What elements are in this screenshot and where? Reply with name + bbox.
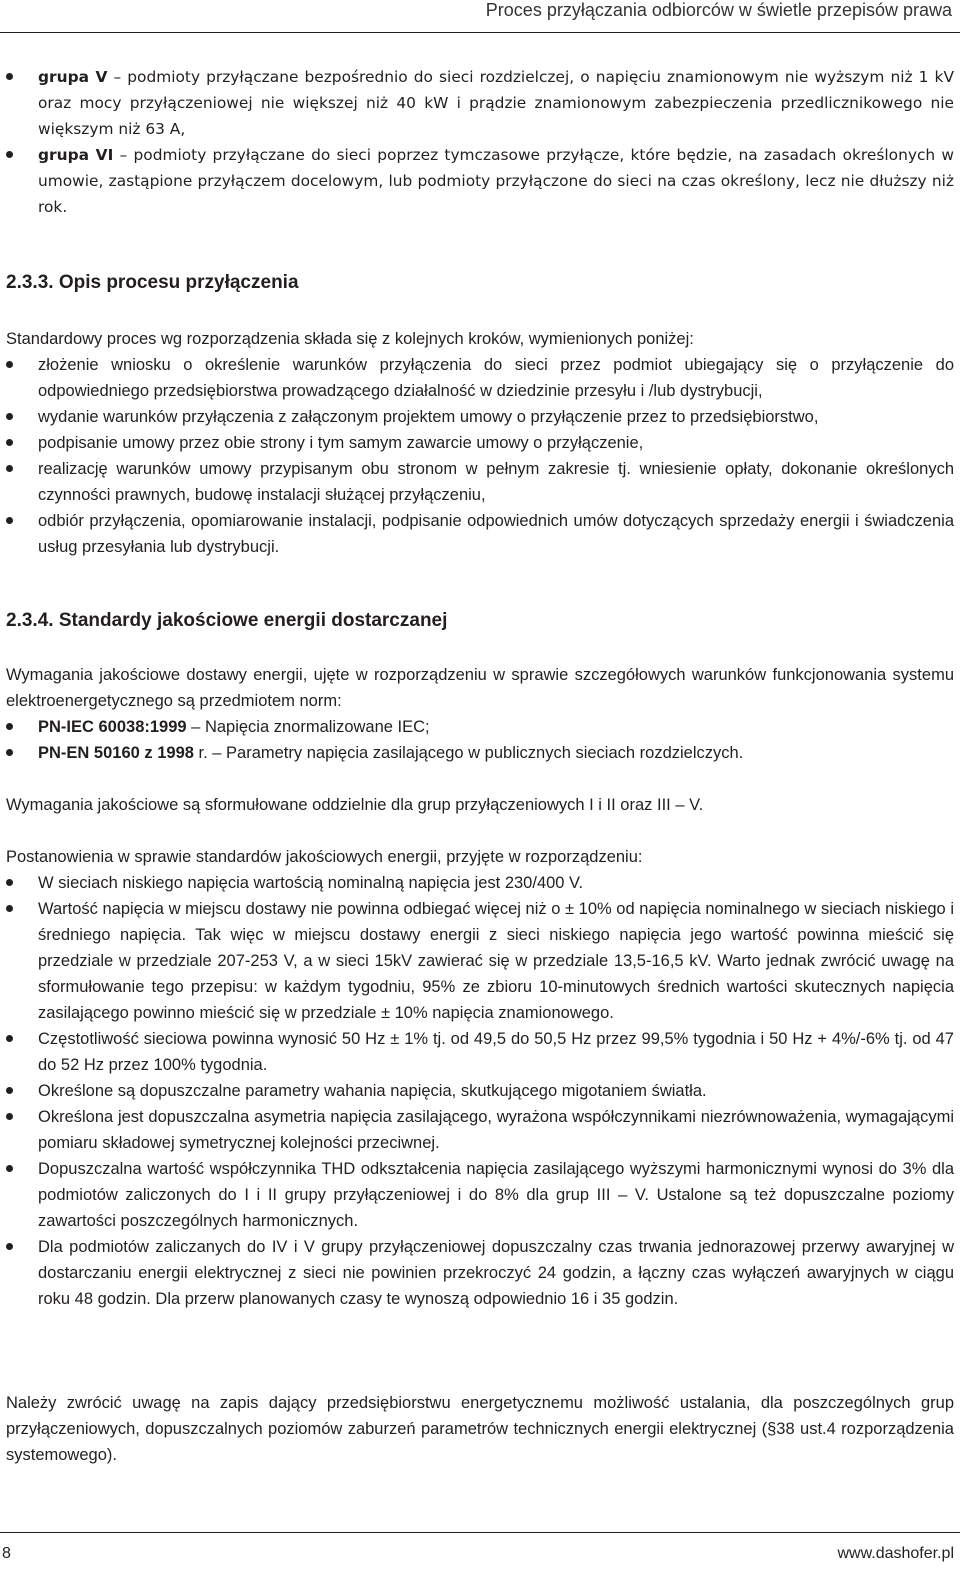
bullet-icon bbox=[6, 879, 13, 886]
process-steps-list bbox=[6, 352, 954, 560]
bullet-icon bbox=[6, 1113, 13, 1120]
section-heading: 2.3.4. Standardy jakościowe energii dostarczanej bbox=[6, 610, 448, 631]
footer-website: www.dashofer.pl bbox=[837, 1545, 954, 1562]
bullet-icon bbox=[6, 361, 13, 368]
section-intro: Standardowy proces wg rozporządzenia składa się z kolejnych kroków, wymienionych poniżej: bbox=[6, 330, 694, 348]
list-item: podpisanie umowy przez obie strony i tym samym zawarcie umowy o przyłączenie, bbox=[6, 430, 954, 456]
bullet-icon bbox=[6, 1087, 13, 1094]
bullet-icon bbox=[6, 1165, 13, 1172]
bullet-icon bbox=[6, 905, 13, 912]
list-item: Częstotliwość sieciowa powinna wynosić 50 Hz ± 1% tj. od 49,5 do 50,5 Hz przez 99,5% tygodnia i 50 Hz + 4%/-6% tj. od 47 do 52 Hz przez 100% tygodnia. bbox=[6, 1026, 954, 1078]
bullet-icon bbox=[6, 723, 13, 730]
list-item: PN-EN 50160 z 1998 r. – Parametry napięcia zasilającego w publicznych sieciach rozdzielczych. bbox=[6, 740, 954, 766]
list-item: W sieciach niskiego napięcia wartością nominalną napięcia jest 230/400 V. bbox=[6, 870, 954, 896]
list-item: Określone są dopuszczalne parametry wahania napięcia, skutkującego migotaniem światła. bbox=[6, 1078, 954, 1104]
list-item: Wartość napięcia w miejscu dostawy nie powinna odbiegać więcej niż o ± 10% od napięcia nominalnego w sieciach niskiego i średniego napięcia. Tak więc w miejscu dostawy energii z sieci niskiego napięcia jego wartość powinna mieścić się przedziale w przedziale 207-253 V, a w sieci 15kV zawierać się w przedziale 13,5-16,5 kV. Warto jednak zwrócić uwagę na sformułowanie tego przepisu: w każdym tygodniu, 95% ze zbioru 10-minutowych średnich wartości skutecznych napięcia zasilającego powinno mieścić się w przedziale ± 10% napięcia znamionowego. bbox=[6, 896, 954, 1026]
section-intro: Wymagania jakościowe dostawy energii, ujęte w rozporządzeniu w sprawie szczegółowych warunków funkcjonowania systemu elektroenergetycznego są przedmiotem norm: bbox=[6, 666, 954, 710]
footer-divider bbox=[0, 1532, 960, 1533]
section-2-3-4-heading-block bbox=[6, 610, 954, 632]
list-item: realizację warunków umowy przypisanym obu stronom w pełnym zakresie tj. wniesienie opłaty, dokonanie określonych czynności prawnych, budowę instalacji służącej przyłączeniu, bbox=[6, 456, 954, 508]
running-header: Proces przyłączania odbiorców w świetle przepisów prawa bbox=[485, 0, 952, 20]
list-item: wydanie warunków przyłączenia z załączonym projektem umowy o przyłączenie przez to przedsiębiorstwo, bbox=[6, 404, 954, 430]
bullet-icon bbox=[6, 517, 13, 524]
list-item: grupa V – podmioty przyłączane bezpośrednio do sieci rozdzielczej, o napięciu znamionowym nie wyższym niż 1 kV oraz mocy przyłączeniowej nie większej niż 40 kW i prądzie znamionowym zabezpieczenia przedlicznikowego nie większym niż 63 A, bbox=[6, 64, 954, 142]
provisions-intro: Postanowienia w sprawie standardów jakościowych energii, przyjęte w rozporządzeniu: bbox=[6, 848, 643, 866]
closing-block bbox=[6, 1390, 954, 1468]
section-2-3-3-heading-block bbox=[6, 272, 954, 294]
list-item: złożenie wniosku o określenie warunków przyłączenia do sieci przez podmiot ubiegający się o przyłączenie do odpowiedniego przedsiębiorstwa prowadzącego działalność w dziedzinie przesyłu i /lub dystrybucji, bbox=[6, 352, 954, 404]
provisions-block bbox=[6, 844, 954, 1312]
bullet-icon bbox=[6, 1243, 13, 1250]
norms-list bbox=[6, 714, 954, 766]
list-item: Dopuszczalna wartość współczynnika THD odkształcenia napięcia zasilającego wyższymi harmonicznymi wynosi do 3% dla podmiotów zaliczonych do I i II grupy przyłączeniowej i do 8% dla grup III – V. Ustalone są też dopuszczalne poziomy zawartości poszczególnych harmonicznych. bbox=[6, 1156, 954, 1234]
bullet-icon bbox=[6, 749, 13, 756]
list-item: Dla podmiotów zaliczanych do IV i V grupy przyłączeniowej dopuszczalny czas trwania jednorazowej przerwy awaryjnej w dostarczaniu energii elektrycznej z sieci nie powinien przekroczyć 24 godzin, a łączny czas wyłączeń awaryjnych w ciągu roku 48 godzin. Dla przerw planowanych czasy te wynoszą odpowiednio 16 i 35 godzin. bbox=[6, 1234, 954, 1312]
list-item: grupa VI – podmioty przyłączane do sieci poprzez tymczasowe przyłącze, które będzie, na zasadach określonych w umowie, zastąpione przyłączem docelowym, lub podmioty przyłączone do sieci na czas określony, lecz nie dłuższy niż rok. bbox=[6, 142, 954, 220]
closing-paragraph: Należy zwrócić uwagę na zapis dający przedsiębiorstwu energetycznemu możliwość ustalania, dla poszczególnych grup przyłączeniowych, dopuszczalnych poziomów zaburzeń parametrów technicznych energii elektrycznej (§38 ust.4 rozporządzenia systemowego). bbox=[6, 1394, 954, 1464]
bullet-icon bbox=[6, 413, 13, 420]
section-heading: 2.3.3. Opis procesu przyłączenia bbox=[6, 272, 299, 293]
list-item: Określona jest dopuszczalna asymetria napięcia zasilającego, wyrażona współczynnikami niezrównoważenia, wymagającymi pomiaru składowej symetrycznej kolejności przeciwnej. bbox=[6, 1104, 954, 1156]
bullet-icon bbox=[6, 151, 13, 158]
bullet-icon bbox=[6, 73, 13, 80]
list-item: odbiór przyłączenia, opomiarowanie instalacji, podpisanie odpowiednich umów dotyczących sprzedaży energii i świadczenia usług przesyłania lub dystrybucji. bbox=[6, 508, 954, 560]
page-number: 8 bbox=[2, 1545, 11, 1562]
provisions-list bbox=[6, 870, 954, 1312]
list-item: PN-IEC 60038:1999 – Napięcia znormalizowane IEC; bbox=[6, 714, 954, 740]
groups-list bbox=[6, 64, 954, 220]
bullet-icon bbox=[6, 439, 13, 446]
section-2-3-3-body bbox=[6, 326, 954, 560]
groups-note: Wymagania jakościowe są sformułowane oddzielnie dla grup przyłączeniowych I i II oraz III – V. bbox=[6, 796, 704, 814]
section-2-3-4-intro-block bbox=[6, 662, 954, 766]
header-divider bbox=[0, 32, 960, 33]
groups-note-block bbox=[6, 792, 954, 818]
bullet-icon bbox=[6, 1035, 13, 1042]
groups-list-block bbox=[6, 64, 954, 220]
bullet-icon bbox=[6, 465, 13, 472]
